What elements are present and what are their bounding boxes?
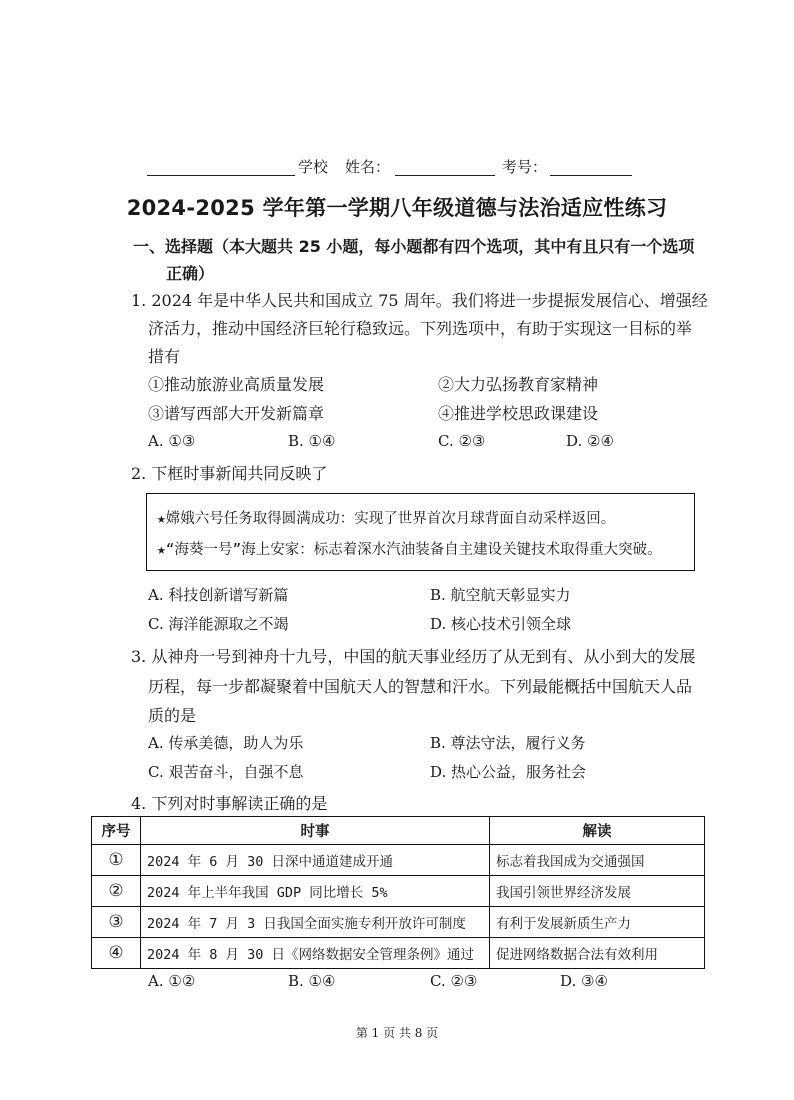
question-1-option-b[interactable]: B. ①④	[288, 432, 336, 450]
student-info-line	[0, 156, 794, 180]
question-1-stem-line: 济活力，推动中国经济巨轮行稳致远。下列选项中，有助于实现这一目标的举	[148, 319, 693, 338]
exam-number-blank	[550, 175, 632, 176]
question-1-item: ①推动旅游业高质量发展	[148, 375, 325, 394]
question-3-stem-line: 历程，每一步都凝聚着中国航天人的智慧和汗水。下列最能概括中国航天人品	[148, 677, 693, 696]
name-blank	[395, 175, 495, 176]
row-interpretation: 有利于发展新质生产力	[490, 907, 705, 938]
question-2-option-b[interactable]: B. 航空航天彰显实力	[430, 586, 571, 604]
row-interpretation: 我国引领世界经济发展	[490, 876, 705, 907]
question-4-option-b[interactable]: B. ①④	[288, 972, 336, 990]
question-1-item: ②大力弘扬教育家精神	[438, 375, 599, 394]
news-item: ★“海葵一号”海上安家：标志着深水汽油装备自主建设关键技术取得重大突破。	[157, 542, 662, 558]
question-1-option-c[interactable]: C. ②③	[438, 432, 486, 450]
news-box	[146, 493, 695, 571]
row-number: ④	[92, 938, 141, 969]
table-row	[92, 845, 705, 876]
row-event: 2024 年 7 月 3 日我国全面实施专利开放许可制度	[141, 907, 490, 938]
question-1-stem-line: 措有	[148, 347, 181, 366]
table-header-row	[92, 817, 705, 845]
question-3-option-c[interactable]: C. 艰苦奋斗，自强不息	[148, 763, 304, 781]
column-header-number: 序号	[92, 817, 141, 845]
question-2-option-d[interactable]: D. 核心技术引领全球	[430, 615, 572, 633]
question-4-stem: 4. 下列对时事解读正确的是	[131, 794, 328, 813]
question-2-option-a[interactable]: A. 科技创新谱写新篇	[148, 586, 289, 604]
question-1-item: ④推进学校思政课建设	[438, 404, 599, 423]
table-row	[92, 938, 705, 969]
question-3-option-b[interactable]: B. 尊法守法，履行义务	[430, 734, 586, 752]
question-1-option-a[interactable]: A. ①③	[148, 432, 196, 450]
column-header-event: 时事	[141, 817, 490, 845]
current-events-table	[91, 816, 705, 969]
name-label: 姓名：	[345, 158, 391, 176]
question-4-option-a[interactable]: A. ①②	[148, 972, 196, 990]
question-3-stem-line: 质的是	[148, 706, 197, 725]
school-label: 学校	[298, 158, 329, 176]
row-event: 2024 年上半年我国 GDP 同比增长 5%	[141, 876, 490, 907]
row-interpretation: 标志着我国成为交通强国	[490, 845, 705, 876]
exam-title: 2024-2025 学年第一学期八年级道德与法治适应性练习	[126, 196, 668, 220]
question-2-stem: 2. 下框时事新闻共同反映了	[131, 464, 328, 483]
table-row	[92, 876, 705, 907]
exam-number-label: 考号：	[502, 158, 548, 176]
question-1-stem-line: 1. 2024 年是中华人民共和国成立 75 周年。我们将进一步提振发展信心、增强经	[131, 291, 708, 310]
section-heading-continued: 正确）	[166, 264, 215, 283]
row-event: 2024 年 6 月 30 日深中通道建成开通	[141, 845, 490, 876]
question-1-option-d[interactable]: D. ②④	[566, 432, 614, 450]
table-row	[92, 907, 705, 938]
question-3-option-a[interactable]: A. 传承美德，助人为乐	[148, 734, 304, 752]
row-event: 2024 年 8 月 30 日《网络数据安全管理条例》通过	[141, 938, 490, 969]
question-4-option-c[interactable]: C. ②③	[430, 972, 478, 990]
news-item: ★嫦娥六号任务取得圆满成功：实现了世界首次月球背面自动采样返回。	[157, 511, 616, 527]
column-header-interpretation: 解读	[490, 817, 705, 845]
row-interpretation: 促进网络数据合法有效利用	[490, 938, 705, 969]
row-number: ③	[92, 907, 141, 938]
question-2-option-c[interactable]: C. 海洋能源取之不竭	[148, 615, 289, 633]
section-heading: 一、选择题（本大题共 25 小题，每小题都有四个选项，其中有且只有一个选项	[133, 237, 695, 256]
row-number: ①	[92, 845, 141, 876]
page-footer: 第 1 页 共 8 页	[355, 1026, 439, 1040]
question-4-option-d[interactable]: D. ③④	[560, 972, 608, 990]
question-1-item: ③谱写西部大开发新篇章	[148, 404, 325, 423]
question-3-option-d[interactable]: D. 热心公益，服务社会	[430, 763, 587, 781]
school-blank	[147, 175, 295, 176]
row-number: ②	[92, 876, 141, 907]
question-3-stem-line: 3. 从神舟一号到神舟十九号，中国的航天事业经历了从无到有、从小到大的发展	[131, 647, 696, 666]
